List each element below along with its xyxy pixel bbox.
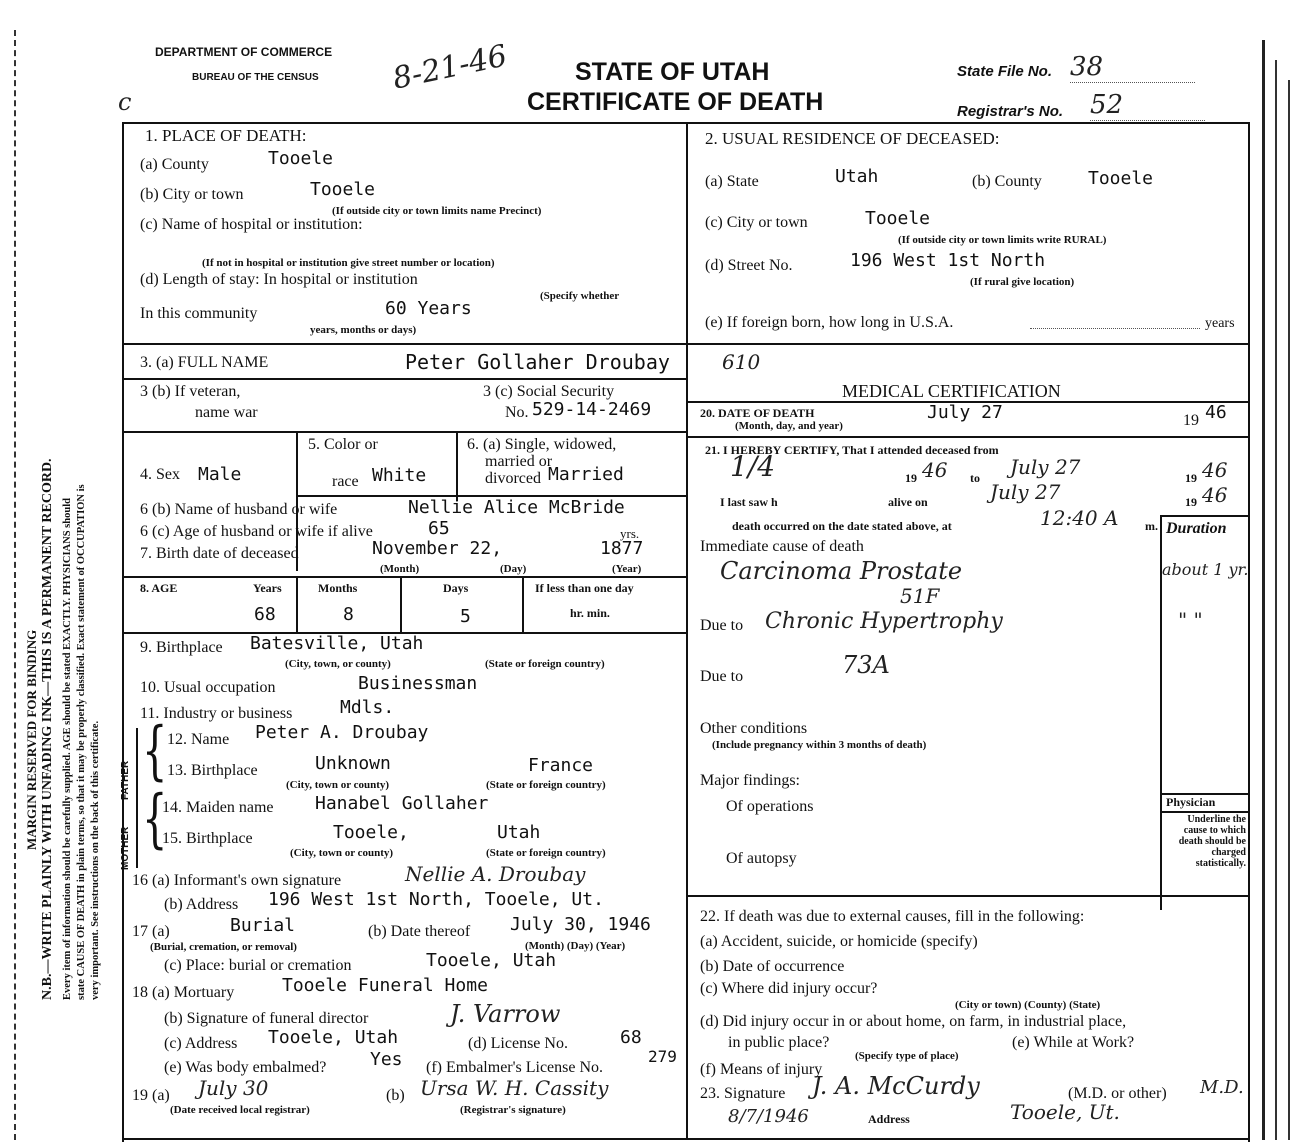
license-value: 68	[620, 1027, 642, 1048]
external-d-note: (Specify type of place)	[855, 1050, 959, 1062]
divider	[136, 728, 138, 868]
from-year-prefix: 19	[905, 471, 917, 485]
hospital-label: (c) Name of hospital or institution:	[140, 216, 363, 233]
margin-notice: N.B.—WRITE PLAINLY WITH UNFADING INK—THIS IS A PERMANENT RECORD.	[40, 458, 55, 1000]
death-date-note: (Month, day, and year)	[735, 420, 843, 432]
certify-label: 21. I HEREBY CERTIFY, That I attended deceased from	[705, 443, 999, 457]
city-note: (If outside city or town limits name Precinct)	[332, 205, 542, 217]
to-year-prefix: 19	[1185, 471, 1197, 485]
marital-label-2: married or	[485, 453, 553, 470]
res-street-value: 196 West 1st North	[850, 250, 1046, 271]
divider	[522, 576, 524, 633]
last-saw-label: I last saw h	[720, 495, 778, 509]
last-saw-date: July 27	[990, 480, 1061, 504]
foreign-born-line	[1030, 328, 1200, 329]
father-name-value: Peter A. Droubay	[255, 722, 429, 743]
date-thereof-note: (Month) (Day) (Year)	[525, 940, 626, 952]
mother-maiden-label: 14. Maiden name	[162, 799, 274, 816]
yrs-label: yrs.	[620, 526, 640, 541]
res-county-value: Tooele	[1088, 168, 1154, 189]
age-months: 8	[343, 604, 354, 625]
ss-no-label: No.	[505, 404, 529, 421]
mother-birth-note-2: (State or foreign country)	[486, 847, 606, 859]
age-days-label: Days	[443, 581, 469, 595]
res-state-value: Utah	[835, 166, 879, 187]
embalmed-value: Yes	[370, 1049, 403, 1070]
res-street-label: (d) Street No.	[705, 257, 793, 274]
embalmer-license-label: (f) Embalmer's License No.	[426, 1059, 604, 1076]
father-side-label: FATHER	[120, 760, 131, 800]
marital-label-3: divorced	[485, 470, 541, 487]
form-right-border	[1248, 122, 1250, 1142]
ss-no-value: 529-14-2469	[532, 399, 652, 420]
m-label: m.	[1145, 519, 1158, 533]
name-mark: 610	[722, 350, 761, 374]
death-date-value: July 27	[927, 402, 1003, 423]
informant-address-value: 196 West 1st North, Tooele, Ut.	[268, 889, 604, 910]
community-note: years, months or days)	[310, 324, 417, 336]
father-birth-country: France	[528, 755, 594, 776]
industry-label: 11. Industry or business	[140, 705, 293, 722]
bureau-label: BUREAU OF THE CENSUS	[192, 72, 319, 83]
external-heading: 22. If death was due to external causes, fill in the following:	[700, 908, 1085, 925]
age-less-label: If less than one day	[535, 581, 634, 595]
director-label: (b) Signature of funeral director	[164, 1010, 369, 1027]
birth-date-label: 7. Birth date of deceased	[140, 545, 299, 562]
margin-instruction-3: very important. See instructions on the back of this certificate.	[90, 720, 101, 1000]
mother-birth-note-1: (City, town or county)	[290, 847, 394, 859]
occupation-value: Businessman	[358, 673, 478, 694]
duration-2: " "	[1178, 608, 1203, 632]
external-b: (b) Date of occurrence	[700, 958, 845, 975]
birthplace-note-2: (State or foreign country)	[485, 658, 605, 670]
external-f: (f) Means of injury	[700, 1061, 823, 1078]
hospital-note: (If not in hospital or institution give street number or location)	[202, 257, 495, 269]
attended-to: July 27	[1010, 455, 1081, 479]
signature-date: 8/7/1946	[728, 1106, 809, 1127]
res-state-label: (a) State	[705, 173, 759, 190]
sig-address-value: Tooele, Ut.	[1010, 1100, 1120, 1124]
signature-label: 23. Signature	[700, 1085, 786, 1102]
day-note: (Day)	[500, 563, 527, 575]
res-county-label: (b) County	[972, 173, 1042, 190]
to-label: to	[970, 471, 980, 485]
medical-heading: MEDICAL CERTIFICATION	[842, 381, 1061, 401]
burial-note: (Burial, cremation, or removal)	[150, 941, 297, 953]
mortuary-label: 18 (a) Mortuary	[132, 984, 235, 1001]
age-months-label: Months	[318, 581, 358, 595]
spouse-age-label: 6 (c) Age of husband or wife if alive	[140, 523, 373, 540]
birthplace-value: Batesville, Utah	[250, 633, 424, 654]
divider	[122, 576, 686, 578]
md-mark: M.D.	[1200, 1077, 1244, 1098]
age-years: 68	[254, 604, 276, 625]
res-street-note: (If rural give location)	[970, 276, 1075, 288]
license-label: (d) License No.	[468, 1035, 568, 1052]
page-edge	[1275, 60, 1277, 1140]
cause-code-1: 51F	[900, 584, 940, 608]
race-label: race	[332, 473, 359, 490]
divider	[122, 343, 1250, 345]
last-year-prefix: 19	[1185, 495, 1197, 509]
informant-label: 16 (a) Informant's own signature	[132, 872, 342, 889]
from-year: 46	[922, 458, 948, 482]
stay-label: (d) Length of stay: In hospital or institution	[140, 271, 418, 288]
due-to-value-1: Chronic Hypertrophy	[765, 609, 1003, 634]
age-label: 8. AGE	[140, 581, 178, 595]
registrar-signature: Ursa W. H. Cassity	[420, 1076, 609, 1100]
due-to-label-1: Due to	[700, 617, 744, 634]
father-name-label: 12. Name	[167, 731, 230, 748]
external-a: (a) Accident, suicide, or homicide (specify)	[700, 933, 978, 950]
due-to-label-2: Due to	[700, 668, 744, 685]
father-birth-note-1: (City, town or county)	[286, 779, 390, 791]
margin-instruction-1: Every item of information should be carefully supplied. AGE should be stated EXACTLY. PHYSICIANS should	[62, 498, 73, 1000]
immediate-cause-value: Carcinoma Prostate	[720, 557, 963, 585]
birthplace-note-1: (City, town, or county)	[285, 658, 391, 670]
form-bottom-border	[122, 1138, 1250, 1140]
county-label: (a) County	[140, 156, 209, 173]
sex-label: 4. Sex	[140, 466, 180, 483]
physician-box-title: Physician	[1166, 795, 1216, 809]
margin-mark: c	[118, 88, 132, 116]
external-c-note: (City or town) (County) (State)	[955, 999, 1101, 1011]
father-birth-note-2: (State or foreign country)	[486, 779, 606, 791]
registrar-sig-note: (Registrar's signature)	[460, 1104, 566, 1116]
divider	[1160, 811, 1248, 813]
state-file-number: 38	[1070, 52, 1195, 83]
full-name-value: Peter Gollaher Droubay	[405, 350, 670, 374]
years-label: years	[1205, 316, 1235, 331]
marital-value: Married	[548, 464, 624, 485]
divider	[122, 431, 686, 433]
margin-reserved: MARGIN RESERVED FOR BINDING	[24, 629, 39, 850]
death-date-label: 20. DATE OF DEATH	[700, 406, 815, 420]
res-city-label: (c) City or town	[705, 214, 808, 231]
county-value: Tooele	[268, 148, 334, 169]
month-note: (Month)	[380, 563, 420, 575]
birth-year: 1877	[600, 538, 644, 559]
major-findings-label: Major findings:	[700, 772, 800, 789]
community-value: 60 Years	[385, 298, 472, 319]
margin-instruction-2: state CAUSE OF DEATH in plain terms, so that it may be properly classified. Exact statement of OCCUPATION is	[76, 484, 87, 1000]
mother-bracket: {	[142, 782, 168, 856]
father-bracket: {	[142, 714, 168, 788]
community-label: In this community	[140, 305, 258, 322]
foreign-born-label: (e) If foreign born, how long in U.S.A.	[705, 314, 954, 331]
place-of-death-heading: 1. PLACE OF DEATH:	[145, 126, 307, 145]
mother-side-label: MOTHER	[120, 826, 131, 870]
registrar-label: Registrar's No.	[957, 103, 1064, 120]
sex-value: Male	[198, 464, 242, 485]
md-label: (M.D. or other)	[1068, 1085, 1167, 1102]
sig-address-label: Address	[868, 1112, 910, 1126]
divider	[400, 576, 402, 633]
other-conditions-note: (Include pregnancy within 3 months of death)	[712, 739, 927, 751]
mother-birth-city: Tooele,	[333, 822, 409, 843]
page-edge	[1262, 40, 1265, 1140]
spouse-label: 6 (b) Name of husband or wife	[140, 501, 338, 518]
handwritten-date: 8-21-46	[389, 38, 511, 97]
duration-label: Duration	[1166, 520, 1227, 537]
death-occurred-label: death occurred on the date stated above, at	[732, 519, 952, 533]
alive-label: alive on	[888, 495, 928, 509]
embalmer-license-value: 279	[648, 1047, 677, 1066]
specify-note: (Specify whether	[540, 290, 620, 302]
marital-label-1: 6. (a) Single, widowed,	[467, 436, 617, 453]
occupation-label: 10. Usual occupation	[140, 679, 276, 696]
registrar-number: 52	[1090, 90, 1205, 121]
informant-signature: Nellie A. Droubay	[405, 862, 586, 886]
external-d: (d) Did injury occur in or about home, on farm, in industrial place,	[700, 1013, 1127, 1030]
date-thereof-label: (b) Date thereof	[368, 923, 471, 940]
ss-label: 3 (c) Social Security	[483, 383, 615, 400]
spouse-value: Nellie Alice McBride	[408, 497, 625, 518]
veteran-label: 3 (b) If veteran,	[140, 383, 241, 400]
form-center-divider	[686, 122, 688, 1138]
death-year: 46	[1205, 402, 1227, 423]
attended-from: 1/4	[730, 450, 776, 483]
duration-1: about 1 yr.	[1162, 560, 1249, 579]
mortuary-address-label: (c) Address	[164, 1035, 238, 1052]
immediate-cause-label: Immediate cause of death	[700, 538, 864, 555]
city-label: (b) City or town	[140, 186, 244, 203]
external-e: (e) While at Work?	[1012, 1034, 1135, 1051]
divider	[686, 436, 1248, 438]
age-years-label: Years	[253, 581, 282, 595]
divider	[456, 431, 458, 501]
burial-label: 17 (a)	[132, 923, 170, 940]
external-c: (c) Where did injury occur?	[700, 980, 878, 997]
industry-value: Mdls.	[340, 697, 395, 718]
birthplace-label: 9. Birthplace	[140, 639, 223, 656]
birth-month-day: November 22,	[372, 538, 503, 559]
physician-box-text: Underline the cause to which death should be charged statistically.	[1178, 814, 1246, 869]
last-year: 46	[1202, 483, 1228, 507]
registrar-date-value: July 30	[198, 1076, 269, 1100]
divider	[122, 378, 686, 380]
date-thereof-value: July 30, 1946	[510, 914, 651, 935]
form-title: CERTIFICATE OF DEATH	[527, 88, 824, 116]
burial-value: Burial	[230, 915, 296, 936]
operations-label: Of operations	[726, 798, 814, 815]
divider	[1160, 515, 1248, 517]
divider	[686, 895, 1248, 897]
year-note: (Year)	[612, 563, 642, 575]
father-birth-city: Unknown	[315, 753, 391, 774]
death-year-prefix: 19	[1183, 412, 1199, 429]
page-edge	[1288, 80, 1290, 1140]
mother-birth-state: Utah	[497, 822, 541, 843]
mother-maiden-value: Hanabel Gollaher	[315, 793, 489, 814]
external-d2: in public place?	[728, 1034, 830, 1051]
director-signature: J. Varrow	[450, 1000, 561, 1028]
res-city-note: (If outside city or town limits write RURAL)	[898, 234, 1107, 246]
mortuary-value: Tooele Funeral Home	[282, 975, 488, 996]
mortuary-address-value: Tooele, Utah	[268, 1027, 399, 1048]
binding-margin-line	[14, 30, 16, 1140]
other-conditions-label: Other conditions	[700, 720, 808, 737]
to-year: 46	[1202, 458, 1228, 482]
race-value: White	[372, 465, 427, 486]
embalmed-label: (e) Was body embalmed?	[164, 1059, 327, 1076]
informant-address-label: (b) Address	[164, 896, 239, 913]
place-burial-value: Tooele, Utah	[426, 950, 557, 971]
physician-signature: J. A. McCurdy	[812, 1072, 980, 1100]
divider	[296, 576, 298, 633]
residence-heading: 2. USUAL RESIDENCE OF DECEASED:	[705, 129, 1000, 148]
res-city-value: Tooele	[865, 208, 931, 229]
full-name-label: 3. (a) FULL NAME	[140, 354, 269, 371]
place-burial-label: (c) Place: burial or cremation	[164, 957, 352, 974]
registrar-date-note: (Date received local registrar)	[170, 1104, 310, 1116]
age-hr-min: hr. min.	[570, 606, 610, 620]
spouse-age-value: 65	[428, 518, 450, 539]
color-label: 5. Color or	[308, 436, 378, 453]
cause-code-2: 73A	[842, 651, 890, 679]
registrar-sig-label: (b)	[386, 1087, 405, 1104]
department-label: DEPARTMENT OF COMMERCE	[155, 45, 333, 59]
form-title-state: STATE OF UTAH	[575, 58, 770, 86]
autopsy-label: Of autopsy	[726, 850, 797, 867]
state-file-label: State File No.	[957, 63, 1053, 80]
war-label: name war	[195, 404, 258, 421]
mother-birthplace-label: 15. Birthplace	[162, 830, 253, 847]
age-days: 5	[460, 606, 471, 627]
father-birthplace-label: 13. Birthplace	[167, 762, 258, 779]
death-time: 12:40 A	[1040, 506, 1119, 530]
city-value: Tooele	[310, 179, 376, 200]
registrar-date-label: 19 (a)	[132, 1087, 170, 1104]
